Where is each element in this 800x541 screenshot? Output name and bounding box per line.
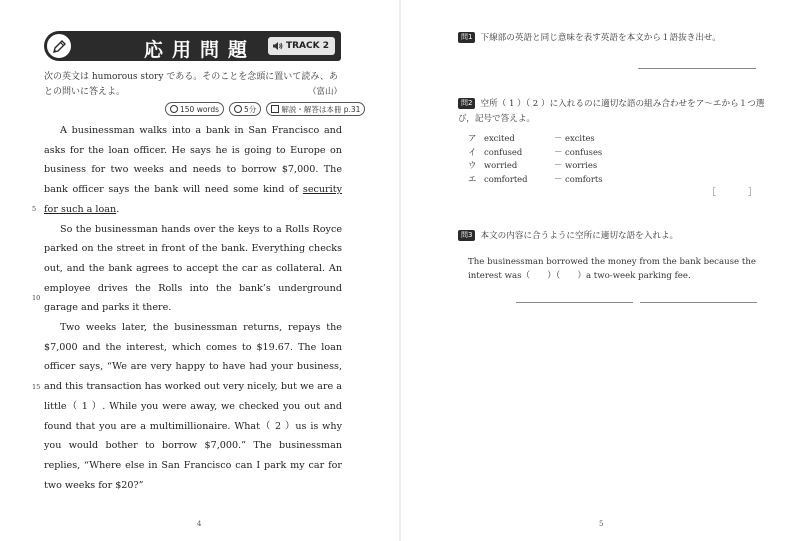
- fill-in-sentence: The businessman borrowed the money from the bank because the interest was（ ）（ ）a two-week parking fee.: [468, 257, 756, 281]
- audio-track-badge[interactable]: [268, 37, 335, 55]
- reference-chip: [266, 102, 365, 116]
- option-item[interactable]: ウ worried － worries: [468, 160, 598, 170]
- question-text: 下線部の英語と同じ意味を表す英語を本文から１語抜き出せ。: [480, 33, 721, 43]
- speaker-icon: [272, 41, 283, 51]
- line-number: 15: [32, 383, 41, 391]
- meta-bar: [165, 102, 365, 116]
- word-count-chip: [165, 102, 224, 116]
- source-note: （富山）: [307, 87, 342, 97]
- section-banner: [44, 31, 341, 61]
- answer-line-q3b[interactable]: [640, 302, 757, 303]
- underlined-phrase: security for such a loan: [44, 184, 342, 215]
- pencil-icon: [46, 33, 72, 59]
- question-badge: 問2: [458, 98, 475, 109]
- reading-passage: [44, 121, 342, 495]
- option-item[interactable]: ア excited － excites: [468, 133, 595, 143]
- option-item[interactable]: エ comforted － comforts: [468, 173, 603, 184]
- paragraph-3: Two weeks later, the businessman returns, repays the $7,000 and the interest, which comes to $19.67. The loan officer says, “We are very happy to have had your business, and this transaction has worked out very nicely, but we are a little（ 1 ）. While you were away, we checked you out and found that you are a multimillionaire. What（ 2 ）us is why you would bother to borrow $7,000.” The businessman replies, “Where else in San Francisco can I park my car for two weeks for $20?”: [44, 322, 342, 491]
- time-chip: [229, 102, 261, 116]
- paragraph-1: A businessman walks into a bank in San Francisco and asks for the loan officer. He says he is going to Europe on business for two weeks and needs to borrow $7,000. The bank officer says the bank will need some kind of security for such a loan.: [44, 125, 342, 215]
- question-2: [458, 97, 768, 127]
- track-label: TRACK 2: [285, 41, 329, 51]
- question-3: [458, 229, 768, 244]
- page-number: 5: [599, 520, 604, 528]
- timer-icon: [234, 105, 242, 113]
- instructions-text: 次の英文は humorous story である。そのことを念頭に置いて読み、あとの問いに答えよ。: [44, 72, 338, 97]
- time-limit: 5分: [244, 104, 257, 114]
- answer-line-q3a[interactable]: [516, 302, 633, 303]
- line-number: 5: [32, 205, 37, 213]
- question-badge: 問3: [458, 230, 475, 241]
- paragraph-2: So the businessman hands over the keys to a Rolls Royce parked on the street in front of the bank. Everything checks out, and the bank agrees to accept the car as collateral. An employee drives the Rolls into the bank’s underground garage and parks it there.: [44, 223, 342, 314]
- section-title: 応用問題: [144, 39, 257, 61]
- answer-bracket-q2[interactable]: ［ ］: [707, 188, 757, 198]
- question-1: [458, 31, 768, 46]
- page-number: 4: [197, 520, 202, 528]
- clock-icon: [170, 105, 178, 113]
- book-icon: [271, 105, 279, 113]
- option-item[interactable]: イ confused － confuses: [468, 146, 603, 157]
- instructions: [44, 70, 342, 100]
- option-list: [468, 132, 603, 186]
- right-page: [400, 0, 800, 541]
- question-text: 空所（ 1 ）（ 2 ）に入れるのに適切な語の組み合わせをア〜エから１つ選び，記号で答えよ。: [458, 99, 765, 124]
- question-text: 本文の内容に合うように空所に適切な語を入れよ。: [480, 231, 679, 241]
- answer-reference: 解説・解答は本冊 p.31: [281, 104, 361, 114]
- line-number: 10: [32, 294, 41, 302]
- question-badge: 問1: [458, 32, 475, 43]
- answer-line-q1[interactable]: [638, 68, 756, 69]
- word-count: 150 words: [180, 104, 220, 114]
